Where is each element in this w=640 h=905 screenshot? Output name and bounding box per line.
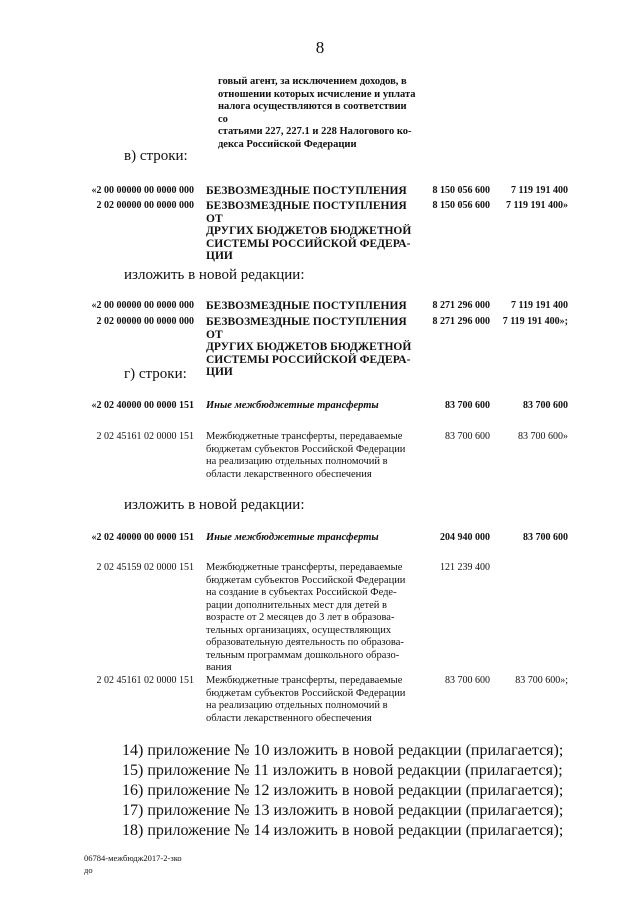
document-footer xyxy=(84,852,204,876)
row-value-1: 8 271 296 000 xyxy=(432,316,490,327)
row-value-2: 7 119 191 400 xyxy=(511,300,568,311)
text-line: декса Российской Федерации xyxy=(218,138,357,150)
row-name: Межбюджетные трансферты, передаваемые бюджетам субъектов Российской Федерации на создание в субъектах Российской Феде- рации дополнительных мест для детей в возрасте от 2 месяцев до 3 лет в образова- тельных организациях, осуществляющих образовательную деятельность по образова- тельным программам дошкольного образо- вания xyxy=(206,562,406,673)
page-number: 8 xyxy=(315,38,325,57)
row-code: 2 02 45161 02 0000 151 xyxy=(96,431,194,442)
row-value-1: 8 271 296 000 xyxy=(432,300,490,311)
row-value-1: 121 239 400 xyxy=(440,562,490,573)
row-name: Иные межбюджетные трансферты xyxy=(206,532,379,543)
row-code: «2 02 40000 00 0000 151 xyxy=(91,400,194,411)
section-v-new-label: изложить в новой редакции: xyxy=(124,267,305,283)
row-value-2: 83 700 600»; xyxy=(515,675,568,686)
row-name: БЕЗВОЗМЕЗДНЫЕ ПОСТУПЛЕНИЯ xyxy=(206,300,407,312)
list-item: 16) приложение № 12 изложить в новой редакции (прилагается); xyxy=(122,782,564,799)
text-line: статьями 227, 227.1 и 228 Налогового ко- xyxy=(218,126,412,137)
row-name: Межбюджетные трансферты, передаваемые бюджетам субъектов Российской Федерации на реализацию отдельных полномочий в области лекарственного обеспечения xyxy=(206,675,406,724)
row-name: БЕЗВОЗМЕЗДНЫЕ ПОСТУПЛЕНИЯ ОТ ДРУГИХ БЮДЖЕТОВ БЮДЖЕТНОЙ СИСТЕМЫ РОССИЙСКОЙ ФЕДЕРА- ЦИИ xyxy=(206,200,412,262)
row-code: «2 00 00000 00 0000 000 xyxy=(91,300,194,311)
row-name: БЕЗВОЗМЕЗДНЫЕ ПОСТУПЛЕНИЯ ОТ ДРУГИХ БЮДЖЕТОВ БЮДЖЕТНОЙ СИСТЕМЫ РОССИЙСКОЙ ФЕДЕРА- ЦИИ xyxy=(206,316,412,378)
text-line: налога осуществляются в соответствии со xyxy=(218,101,407,125)
row-value-1: 83 700 600 xyxy=(445,431,490,442)
row-name: БЕЗВОЗМЕЗДНЫЕ ПОСТУПЛЕНИЯ xyxy=(206,185,407,197)
row-value-1: 83 700 600 xyxy=(445,675,490,686)
row-value-2: 7 119 191 400» xyxy=(506,200,568,211)
row-value-1: 204 940 000 xyxy=(440,532,490,543)
list-item: 17) приложение № 13 изложить в новой редакции (прилагается); xyxy=(122,802,564,819)
list-item: 15) приложение № 11 изложить в новой редакции (прилагается); xyxy=(122,762,563,779)
text-line: говый агент, за исключением доходов, в xyxy=(218,76,407,87)
footer-line: 06784-межбюдж2017-2-зко xyxy=(84,853,182,863)
section-g-new-label: изложить в новой редакции: xyxy=(124,497,305,513)
row-value-1: 8 150 056 600 xyxy=(432,200,490,211)
row-value-1: 83 700 600 xyxy=(445,400,490,411)
row-value-1: 8 150 056 600 xyxy=(432,185,490,196)
row-code: 2 02 00000 00 0000 000 xyxy=(96,200,194,211)
row-code: 2 02 00000 00 0000 000 xyxy=(96,316,194,327)
row-name: Иные межбюджетные трансферты xyxy=(206,400,379,411)
section-g-label: г) строки: xyxy=(124,366,187,382)
row-code: 2 02 45159 02 0000 151 xyxy=(96,562,194,573)
row-value-2: 83 700 600 xyxy=(523,400,568,411)
row-value-2: 7 119 191 400»; xyxy=(502,316,568,327)
list-item: 14) приложение № 10 изложить в новой редакции (прилагается); xyxy=(122,742,564,759)
footer-line: до xyxy=(84,865,93,875)
list-item: 18) приложение № 14 изложить в новой редакции (прилагается); xyxy=(122,822,564,839)
row-name: Межбюджетные трансферты, передаваемые бюджетам субъектов Российской Федерации на реализацию отдельных полномочий в области лекарственного обеспечения xyxy=(206,431,406,480)
row-code: 2 02 45161 02 0000 151 xyxy=(96,675,194,686)
text-line: отношении которых исчисление и уплата xyxy=(218,88,416,100)
continuation-text xyxy=(218,76,418,151)
row-value-2: 83 700 600 xyxy=(523,532,568,543)
row-value-2: 7 119 191 400 xyxy=(511,185,568,196)
row-code: «2 00 00000 00 0000 000 xyxy=(91,185,194,196)
row-code: «2 02 40000 00 0000 151 xyxy=(91,532,194,543)
section-v-label: в) строки: xyxy=(124,148,188,164)
row-value-2: 83 700 600» xyxy=(518,431,568,442)
amendment-items-list xyxy=(122,741,563,841)
